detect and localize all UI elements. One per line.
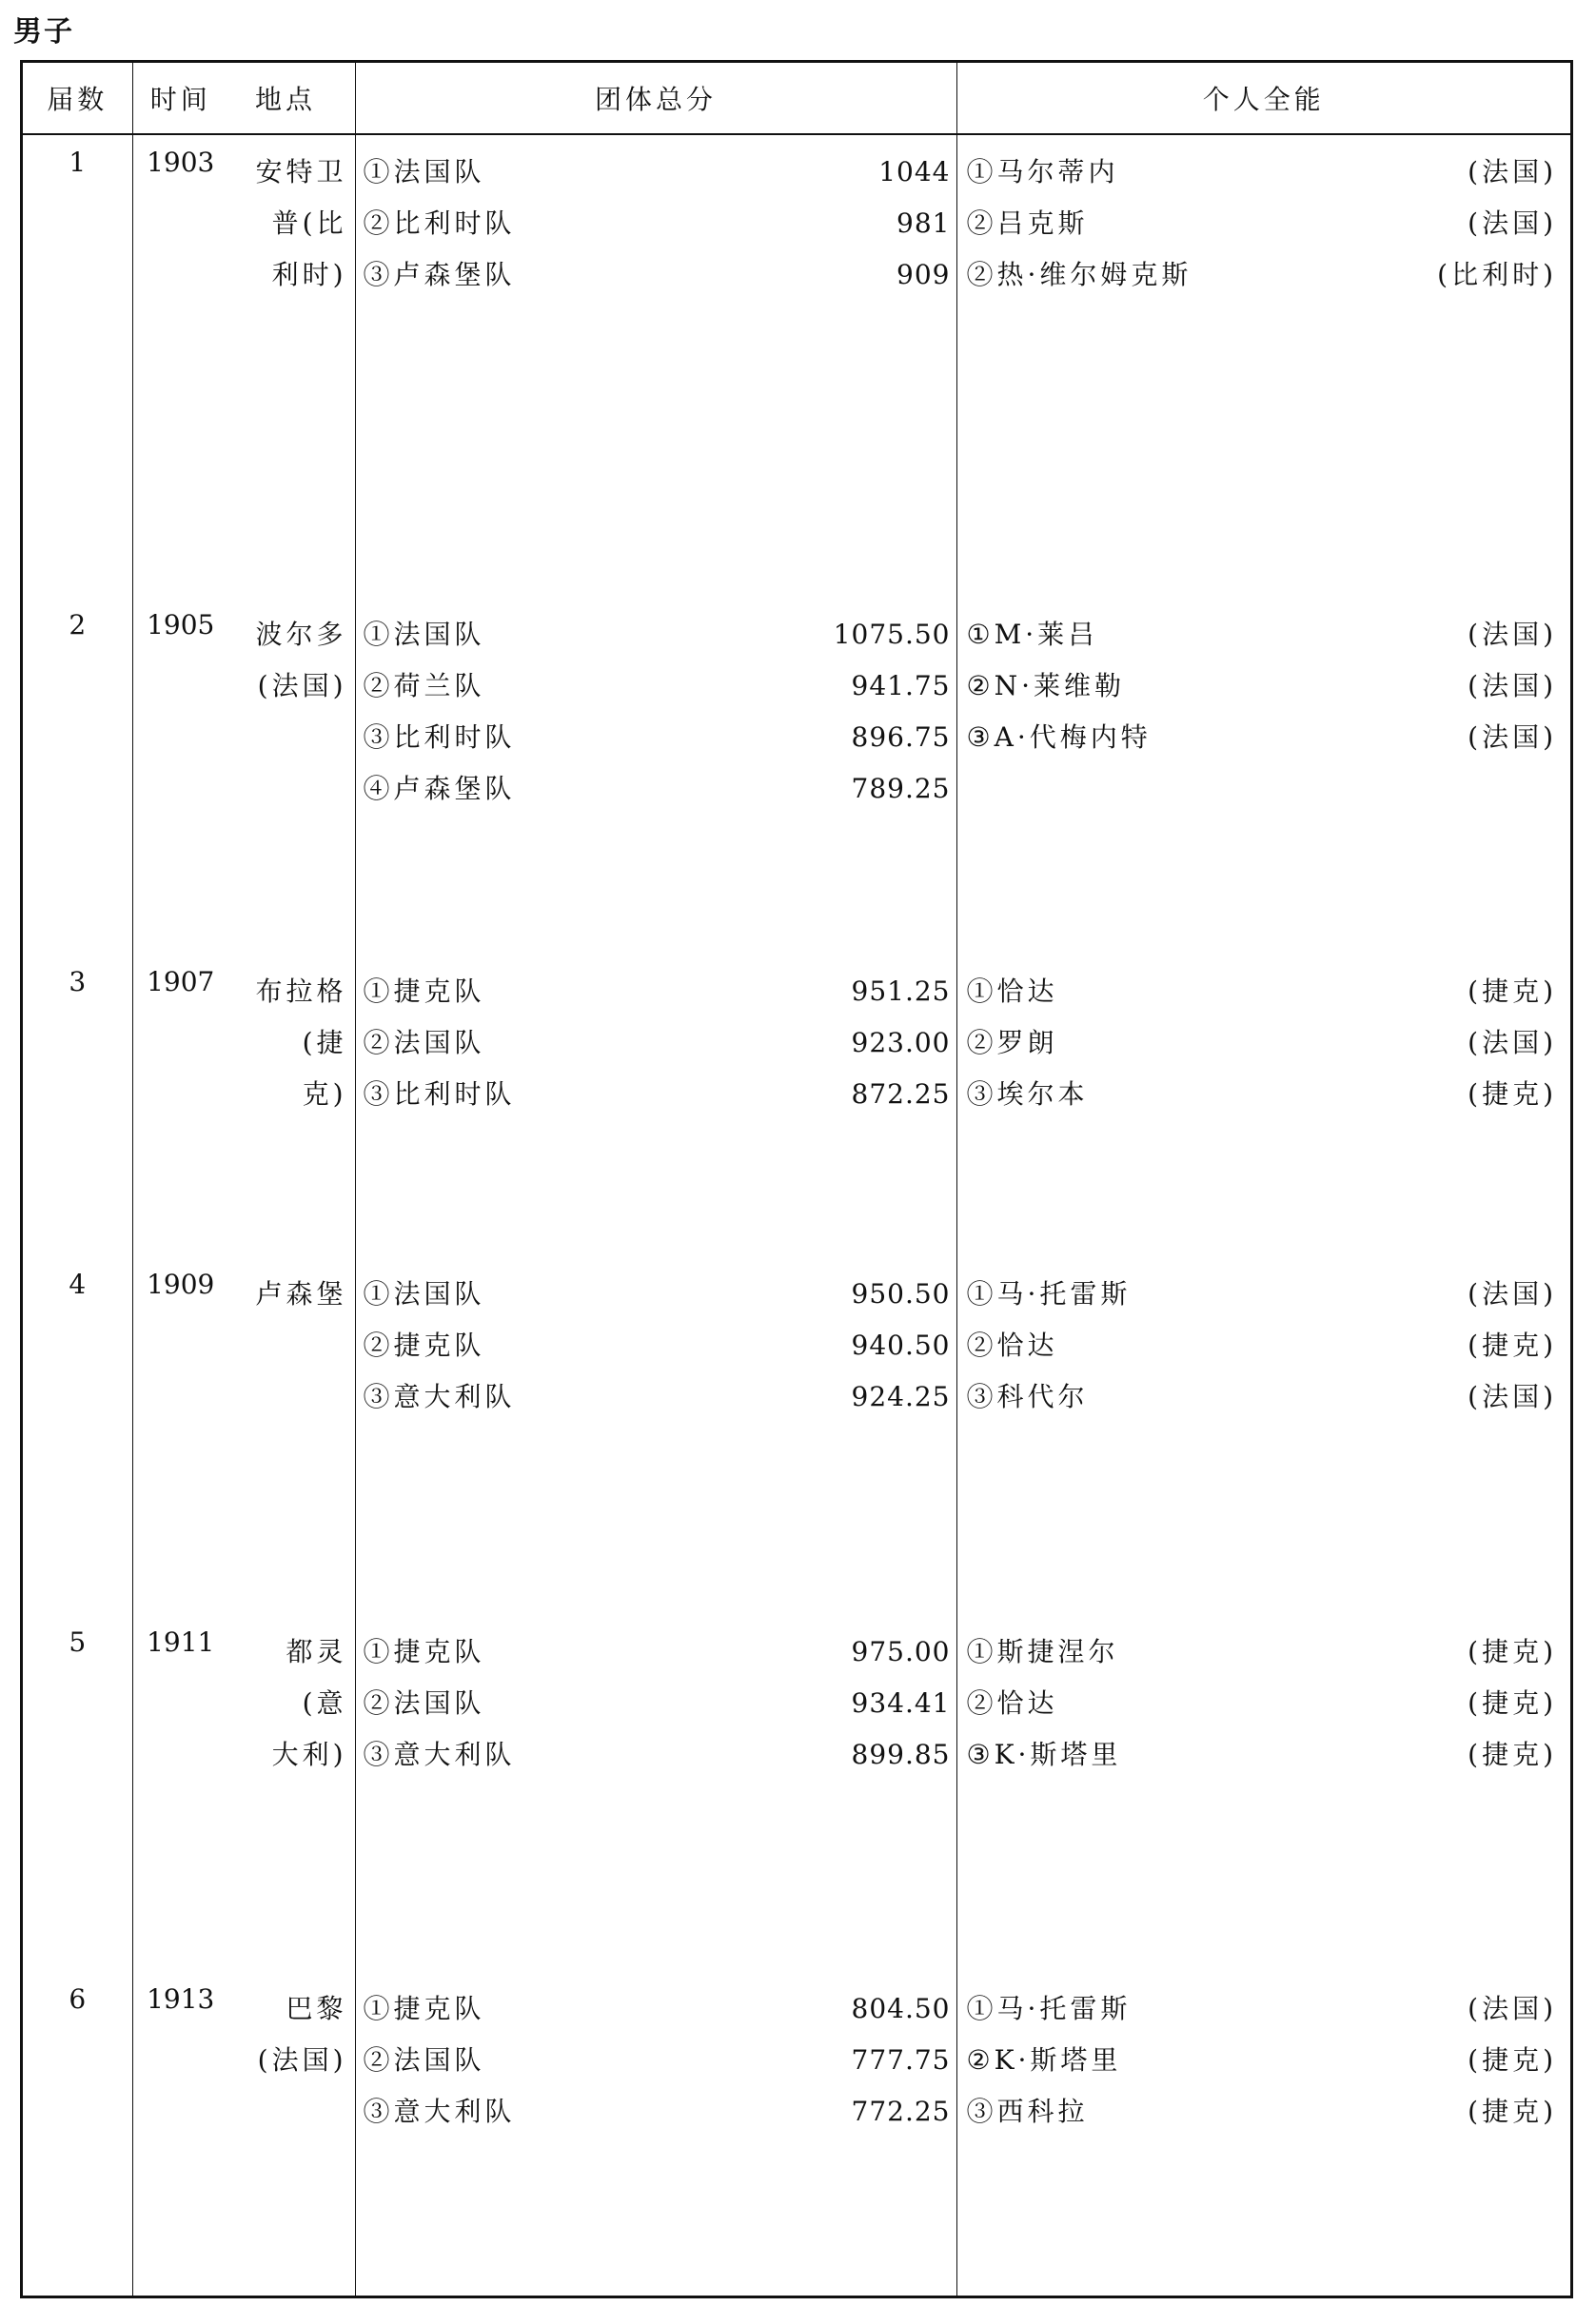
team-score: 777.75 <box>851 2044 951 2076</box>
team-score: 772.25 <box>851 2096 951 2127</box>
individual-result <box>967 609 1558 660</box>
team-score: 872.25 <box>851 1078 951 1110</box>
place-cell <box>228 955 355 1257</box>
team-score: 934.41 <box>851 1687 951 1719</box>
athlete-country: (捷克) <box>1468 1636 1557 1667</box>
place-line: 巴黎 <box>286 1993 347 2024</box>
place-line: (法国) <box>257 2044 347 2076</box>
team-result <box>364 1678 951 1729</box>
team-name: ①捷克队 <box>363 1636 485 1667</box>
team-name: ①法国队 <box>363 156 485 187</box>
athlete-country: (法国) <box>1468 1027 1557 1058</box>
athlete-name: ②恰达 <box>966 1330 1058 1361</box>
team-score: 924.25 <box>851 1381 951 1412</box>
team-score: 896.75 <box>851 721 951 753</box>
individual-result <box>967 1729 1558 1781</box>
team-result <box>364 1017 951 1069</box>
individual-result <box>967 660 1558 712</box>
place-line: 安特卫 <box>255 156 347 187</box>
individual-result <box>967 2086 1558 2138</box>
athlete-country: (法国) <box>1468 1278 1557 1310</box>
athlete-country: (捷克) <box>1468 2044 1557 2076</box>
team-result <box>364 1729 951 1781</box>
athlete-country: (捷克) <box>1468 2096 1557 2127</box>
individual-result <box>967 1983 1558 2035</box>
place-cell <box>228 134 355 598</box>
individual-result <box>967 1269 1558 1320</box>
team-result <box>364 1626 951 1678</box>
individual-result <box>967 1678 1558 1729</box>
edition-cell: 4 <box>69 1269 87 1300</box>
individual-result <box>967 966 1558 1017</box>
athlete-country: (法国) <box>1468 619 1557 650</box>
place-line: 都灵 <box>286 1636 347 1667</box>
team-score: 899.85 <box>851 1739 951 1770</box>
edition-cell: 2 <box>69 609 87 641</box>
table-row <box>23 955 1570 1257</box>
year-cell: 1905 <box>132 598 228 955</box>
place-line: 利时) <box>271 259 347 290</box>
place-line: 普(比 <box>271 207 347 239</box>
place-line: 大利) <box>271 1739 347 1770</box>
place-cell <box>228 1615 355 1972</box>
athlete-country: (比利时) <box>1437 259 1557 290</box>
individual-all-around-cell <box>956 134 1570 598</box>
section-title: 男子 <box>13 15 74 49</box>
athlete-name: ②热·维尔姆克斯 <box>966 259 1192 290</box>
team-name: ②法国队 <box>363 2044 485 2076</box>
athlete-country: (法国) <box>1468 156 1557 187</box>
year-cell: 1913 <box>132 1972 228 2296</box>
header-row <box>23 63 1570 134</box>
team-result <box>364 1320 951 1371</box>
team-total-cell <box>355 1615 956 1972</box>
team-score: 941.75 <box>851 670 951 701</box>
team-result <box>364 249 951 301</box>
individual-result <box>967 249 1558 301</box>
individual-result <box>967 712 1558 763</box>
athlete-name: ②罗朗 <box>966 1027 1058 1058</box>
edition-cell: 6 <box>69 1983 87 2015</box>
athlete-country: (捷克) <box>1468 1687 1557 1719</box>
athlete-name: ①马尔蒂内 <box>966 156 1119 187</box>
year-cell: 1907 <box>132 955 228 1257</box>
athlete-name: ③K·斯塔里 <box>966 1739 1122 1770</box>
athlete-name: ③西科拉 <box>966 2096 1089 2127</box>
team-result <box>364 2086 951 2138</box>
athlete-name: ②N·莱维勒 <box>966 670 1126 701</box>
place-cell <box>228 1972 355 2296</box>
team-name: ③意大利队 <box>363 2096 516 2127</box>
year-cell: 1911 <box>132 1615 228 1972</box>
individual-all-around-cell <box>956 598 1570 955</box>
team-score: 975.00 <box>851 1636 951 1667</box>
edition-cell: 3 <box>69 966 87 997</box>
team-name: ①捷克队 <box>363 976 485 1007</box>
athlete-name: ①M·莱吕 <box>966 619 1099 650</box>
team-result <box>364 1269 951 1320</box>
team-name: ②法国队 <box>363 1027 485 1058</box>
team-name: ①捷克队 <box>363 1993 485 2024</box>
place-line: (捷 <box>302 1027 347 1058</box>
header-edition: 届数 <box>23 63 132 134</box>
place-line: (意 <box>302 1687 347 1719</box>
team-name: ②荷兰队 <box>363 670 485 701</box>
team-score: 804.50 <box>851 1993 951 2024</box>
athlete-name: ②K·斯塔里 <box>966 2044 1122 2076</box>
team-score: 909 <box>897 259 951 290</box>
team-result <box>364 660 951 712</box>
individual-result <box>967 198 1558 249</box>
team-name: ④卢森堡队 <box>363 773 516 804</box>
table-row <box>23 1615 1570 1972</box>
athlete-name: ③埃尔本 <box>966 1078 1089 1110</box>
year-cell: 1909 <box>132 1257 228 1615</box>
table-row <box>23 1972 1570 2296</box>
individual-all-around-cell <box>956 955 1570 1257</box>
edition-cell: 5 <box>69 1626 87 1658</box>
team-total-cell <box>355 955 956 1257</box>
team-score: 1075.50 <box>833 619 951 650</box>
team-result <box>364 198 951 249</box>
table-row <box>23 1257 1570 1615</box>
edition-cell: 1 <box>69 147 87 178</box>
team-name: ③意大利队 <box>363 1739 516 1770</box>
athlete-name: ②吕克斯 <box>966 207 1089 239</box>
athlete-country: (法国) <box>1468 670 1557 701</box>
team-result <box>364 1983 951 2035</box>
team-result <box>364 1371 951 1423</box>
athlete-country: (捷克) <box>1468 1078 1557 1110</box>
individual-result <box>967 147 1558 198</box>
team-score: 923.00 <box>851 1027 951 1058</box>
team-result <box>364 763 951 815</box>
individual-result <box>967 1017 1558 1069</box>
team-name: ①法国队 <box>363 1278 485 1310</box>
team-score: 950.50 <box>851 1278 951 1310</box>
place-line: 卢森堡 <box>255 1278 347 1310</box>
team-name: ③比利时队 <box>363 1078 516 1110</box>
team-name: ②比利时队 <box>363 207 516 239</box>
individual-result <box>967 1371 1558 1423</box>
header-time: 时间 <box>132 63 228 134</box>
place-line: (法国) <box>257 670 347 701</box>
athlete-country: (捷克) <box>1468 976 1557 1007</box>
athlete-name: ①马·托雷斯 <box>966 1993 1132 2024</box>
team-total-cell <box>355 598 956 955</box>
place-cell <box>228 1257 355 1615</box>
table-row <box>23 598 1570 955</box>
athlete-country: (法国) <box>1468 1381 1557 1412</box>
team-score: 951.25 <box>851 976 951 1007</box>
team-name: ①法国队 <box>363 619 485 650</box>
individual-all-around-cell <box>956 1257 1570 1615</box>
year-cell: 1903 <box>132 134 228 598</box>
individual-result <box>967 2035 1558 2086</box>
athlete-name: ①斯捷涅尔 <box>966 1636 1119 1667</box>
individual-result <box>967 1626 1558 1678</box>
place-line: 克) <box>302 1078 347 1110</box>
team-score: 940.50 <box>851 1330 951 1361</box>
team-total-cell <box>355 134 956 598</box>
team-result <box>364 966 951 1017</box>
individual-all-around-cell <box>956 1615 1570 1972</box>
header-team-total: 团体总分 <box>355 63 956 134</box>
team-result <box>364 147 951 198</box>
athlete-country: (捷克) <box>1468 1330 1557 1361</box>
header-individual-all-around: 个人全能 <box>956 63 1570 134</box>
team-name: ②法国队 <box>363 1687 485 1719</box>
team-name: ③卢森堡队 <box>363 259 516 290</box>
athlete-name: ①马·托雷斯 <box>966 1278 1132 1310</box>
team-result <box>364 609 951 660</box>
athlete-name: ③A·代梅内特 <box>966 721 1152 753</box>
team-total-cell <box>355 1257 956 1615</box>
header-place: 地点 <box>228 63 355 134</box>
athlete-country: (法国) <box>1468 721 1557 753</box>
team-name: ②捷克队 <box>363 1330 485 1361</box>
individual-all-around-cell <box>956 1972 1570 2296</box>
place-line: 布拉格 <box>255 976 347 1007</box>
athlete-name: ②恰达 <box>966 1687 1058 1719</box>
athlete-name: ③科代尔 <box>966 1381 1089 1412</box>
place-line: 波尔多 <box>255 619 347 650</box>
athlete-country: (法国) <box>1468 207 1557 239</box>
individual-result <box>967 1069 1558 1120</box>
athlete-name: ①恰达 <box>966 976 1058 1007</box>
place-cell <box>228 598 355 955</box>
team-name: ③意大利队 <box>363 1381 516 1412</box>
athlete-country: (法国) <box>1468 1993 1557 2024</box>
team-result <box>364 712 951 763</box>
team-name: ③比利时队 <box>363 721 516 753</box>
team-score: 1044 <box>878 156 951 187</box>
team-total-cell <box>355 1972 956 2296</box>
team-score: 981 <box>897 207 951 239</box>
individual-result <box>967 1320 1558 1371</box>
athlete-country: (捷克) <box>1468 1739 1557 1770</box>
team-result <box>364 1069 951 1120</box>
team-score: 789.25 <box>851 773 951 804</box>
team-result <box>364 2035 951 2086</box>
results-table-frame <box>20 60 1573 2298</box>
results-table <box>23 63 1570 2296</box>
table-row <box>23 134 1570 598</box>
